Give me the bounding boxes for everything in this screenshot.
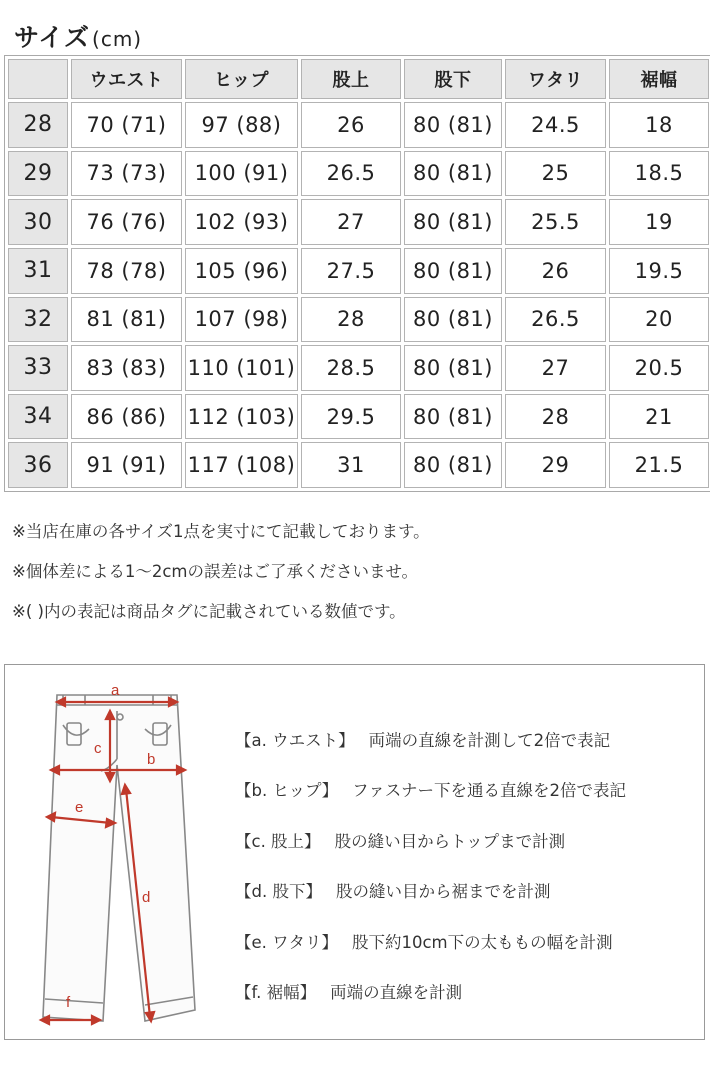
size-cell: 29 <box>8 151 68 197</box>
table-row <box>8 199 709 245</box>
table-cell: 86 (86) <box>71 394 182 440</box>
legend-desc: 両端の直線を計測して2倍で表記 <box>368 731 611 750</box>
table-cell: 27 <box>301 199 401 245</box>
table-cell: 19 <box>609 199 709 245</box>
table-cell: 25.5 <box>505 199 606 245</box>
table-row <box>8 394 709 440</box>
table-cell: 78 (78) <box>71 248 182 294</box>
table-row <box>8 151 709 197</box>
table-cell: 70 (71) <box>71 102 182 148</box>
table-cell: 25 <box>505 151 606 197</box>
legend-item-c <box>235 828 626 878</box>
table-cell: 76 (76) <box>71 199 182 245</box>
page-title <box>14 18 142 54</box>
table-cell: 80 (81) <box>404 442 502 488</box>
table-cell: 28 <box>505 394 606 440</box>
note-line: ※当店在庫の各サイズ1点を実寸にて記載しております。 <box>12 522 430 541</box>
page-title-unit: (cm) <box>92 27 143 51</box>
table-cell: 110 (101) <box>185 345 298 391</box>
table-cell: 28.5 <box>301 345 401 391</box>
table-cell: 26 <box>505 248 606 294</box>
legend-desc: 両端の直線を計測 <box>330 982 463 1002</box>
table-cell: 80 (81) <box>404 151 502 197</box>
marker-f-label: f <box>66 994 71 1011</box>
jeans-illustration <box>5 665 235 1039</box>
marker-c-label: c <box>94 740 102 757</box>
table-cell: 107 (98) <box>185 297 298 343</box>
header-cell-hem: 裾幅 <box>609 59 709 99</box>
table-cell: 18.5 <box>609 151 709 197</box>
table-cell: 100 (91) <box>185 151 298 197</box>
table-row <box>8 297 709 343</box>
table-cell: 29 <box>505 442 606 488</box>
table-cell: 73 (73) <box>71 151 182 197</box>
size-cell: 28 <box>8 102 68 148</box>
size-cell: 31 <box>8 248 68 294</box>
measurement-diagram <box>4 664 705 1040</box>
table-cell: 80 (81) <box>404 297 502 343</box>
legend-desc: 股下約10cm下の太ももの幅を計測 <box>351 932 613 952</box>
table-row <box>8 442 709 488</box>
table-cell: 83 (83) <box>71 345 182 391</box>
table-cell: 91 (91) <box>71 442 182 488</box>
table-row <box>8 345 709 391</box>
table-cell: 26.5 <box>505 297 606 343</box>
table-cell: 26.5 <box>301 151 401 197</box>
header-cell-inseam: 股下 <box>404 59 502 99</box>
table-cell: 21 <box>609 394 709 440</box>
table-cell: 80 (81) <box>404 102 502 148</box>
header-cell-thigh: ワタリ <box>505 59 606 99</box>
legend-label: 【e. ワタリ】 <box>235 932 338 952</box>
header-cell-waist: ウエスト <box>71 59 182 99</box>
table-cell: 19.5 <box>609 248 709 294</box>
table-cell: 81 (81) <box>71 297 182 343</box>
size-cell: 36 <box>8 442 68 488</box>
table-row <box>8 248 709 294</box>
legend-label: 【c. 股上】 <box>235 831 321 851</box>
table-cell: 27.5 <box>301 248 401 294</box>
table-cell: 18 <box>609 102 709 148</box>
notes <box>12 512 430 632</box>
marker-d-label: d <box>142 889 151 906</box>
table-cell: 80 (81) <box>404 248 502 294</box>
note-line: ※個体差による1〜2cmの誤差はご了承くださいませ。 <box>12 562 418 581</box>
header-cell-hip: ヒップ <box>185 59 298 99</box>
legend-label: 【a. ウエスト】 <box>235 731 355 750</box>
legend-desc: ファスナー下を通る直線を2倍で表記 <box>352 781 626 801</box>
table-cell: 80 (81) <box>404 199 502 245</box>
table-cell: 31 <box>301 442 401 488</box>
table-cell: 97 (88) <box>185 102 298 148</box>
legend-item-d <box>235 878 626 928</box>
size-table <box>5 56 710 491</box>
legend-item-b <box>235 777 626 827</box>
legend-label: 【f. 裾幅】 <box>235 982 317 1002</box>
legend-item-f <box>235 979 626 1029</box>
legend-desc: 股の縫い目から裾までを計測 <box>335 882 551 902</box>
size-cell: 30 <box>8 199 68 245</box>
page-title-main: サイズ <box>14 23 91 52</box>
table-cell: 21.5 <box>609 442 709 488</box>
header-cell-rise: 股上 <box>301 59 401 99</box>
marker-a-label: a <box>111 682 120 699</box>
marker-b-label: b <box>147 751 156 768</box>
measurement-legend <box>235 727 626 1029</box>
note-line: ※( )内の表記は商品タグに記載されている数値です。 <box>12 602 406 621</box>
legend-label: 【b. ヒップ】 <box>235 781 339 801</box>
table-cell: 26 <box>301 102 401 148</box>
legend-item-e <box>235 929 626 979</box>
table-cell: 80 (81) <box>404 345 502 391</box>
table-cell: 80 (81) <box>404 394 502 440</box>
legend-desc: 股の縫い目からトップまで計測 <box>334 831 566 851</box>
table-cell: 102 (93) <box>185 199 298 245</box>
table-row <box>8 102 709 148</box>
table-cell: 105 (96) <box>185 248 298 294</box>
header-cell-size <box>8 59 68 99</box>
table-cell: 20.5 <box>609 345 709 391</box>
table-cell: 27 <box>505 345 606 391</box>
marker-e-label: e <box>75 799 84 816</box>
table-cell: 24.5 <box>505 102 606 148</box>
size-cell: 34 <box>8 394 68 440</box>
table-cell: 28 <box>301 297 401 343</box>
table-cell: 112 (103) <box>185 394 298 440</box>
legend-label: 【d. 股下】 <box>235 882 322 902</box>
size-cell: 33 <box>8 345 68 391</box>
table-cell: 20 <box>609 297 709 343</box>
legend-item-a <box>235 727 626 777</box>
jeans-outline <box>43 695 195 1021</box>
size-cell: 32 <box>8 297 68 343</box>
table-cell: 117 (108) <box>185 442 298 488</box>
table-header-row <box>8 59 709 99</box>
table-cell: 29.5 <box>301 394 401 440</box>
